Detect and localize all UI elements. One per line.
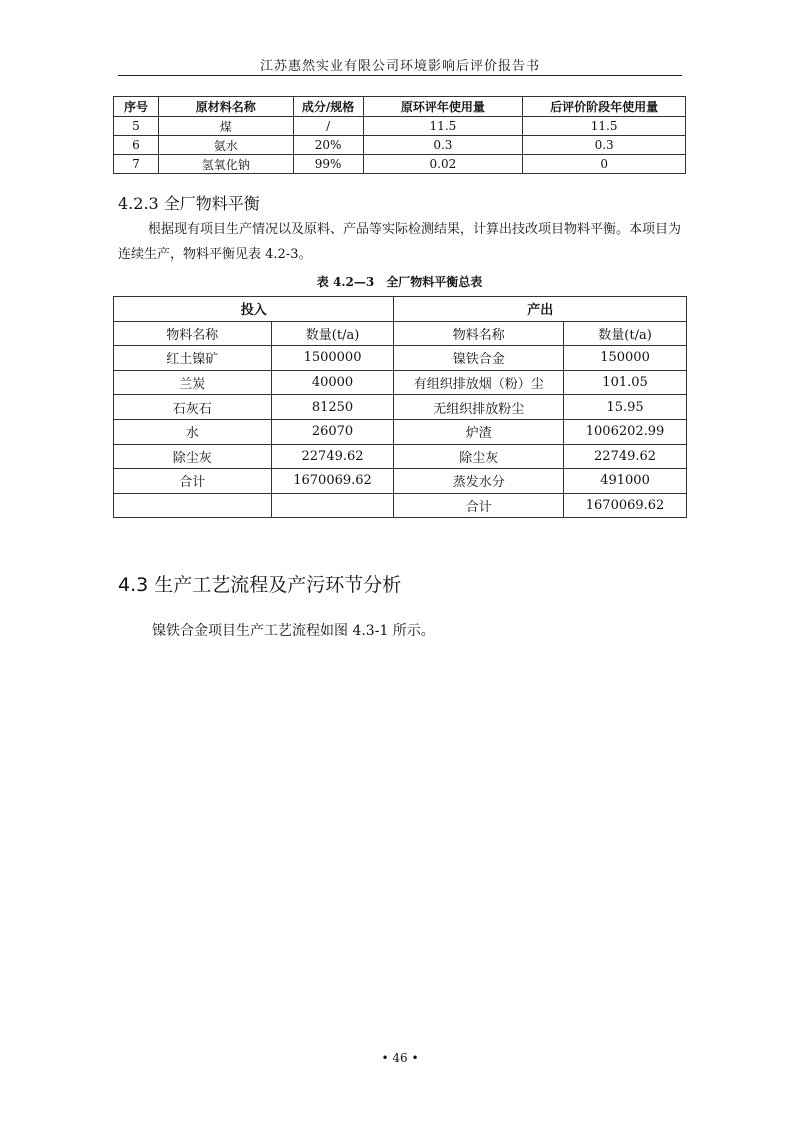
table-row — [114, 117, 686, 136]
table-group-header-row — [114, 297, 687, 322]
table-header-row — [114, 97, 686, 117]
subheader-cell: 物料名称 — [394, 321, 564, 346]
output-group-header: 产出 — [394, 297, 687, 322]
table-cell: 22749.62 — [271, 444, 394, 469]
table-cell: 蒸发水分 — [394, 469, 564, 494]
table-row — [114, 493, 687, 518]
table-cell: 除尘灰 — [114, 444, 272, 469]
document-header-title: 江苏惠然实业有限公司环境影响后评价报告书 — [259, 59, 540, 74]
table-cell: 兰炭 — [114, 370, 272, 395]
table-cell: 11.5 — [363, 117, 523, 136]
table-cell: 水 — [114, 419, 272, 444]
table-cell: 镍铁合金 — [394, 346, 564, 371]
table-cell: 26070 — [271, 419, 394, 444]
table-subheader-row — [114, 321, 687, 346]
header-cell: 原环评年使用量 — [363, 97, 523, 117]
table-cell: 22749.62 — [564, 444, 687, 469]
table-cell: 炉渣 — [394, 419, 564, 444]
table-cell: 合计 — [114, 469, 272, 494]
table-cell: 无组织排放粉尘 — [394, 395, 564, 420]
table-cell: 150000 — [564, 346, 687, 371]
table-cell: 7 — [114, 155, 159, 174]
table-cell: 氨水 — [158, 136, 293, 155]
table-cell: 有组织排放烟（粉）尘 — [394, 370, 564, 395]
section-paragraph-4-3: 镍铁合金项目生产工艺流程如图 4.3-1 所示。 — [152, 623, 435, 639]
table-cell: 0 — [523, 155, 686, 174]
header-rule — [118, 75, 682, 76]
table-row — [114, 155, 686, 174]
table-cell: 81250 — [271, 395, 394, 420]
table-cell: 1670069.62 — [271, 469, 394, 494]
table-cell: 0.3 — [363, 136, 523, 155]
table-row — [114, 395, 687, 420]
table-cell: 40000 — [271, 370, 394, 395]
header-cell: 序号 — [114, 97, 159, 117]
raw-materials-table — [113, 96, 686, 174]
table-cell: 0.02 — [363, 155, 523, 174]
table-row — [114, 370, 687, 395]
table-cell: 0.3 — [523, 136, 686, 155]
table-cell: 煤 — [158, 117, 293, 136]
table-caption: 表 4.2—3 全厂物料平衡总表 — [316, 275, 483, 289]
table-cell: 1006202.99 — [564, 419, 687, 444]
table-cell: 11.5 — [523, 117, 686, 136]
section-heading-4-2-3: 4.2.3 全厂物料平衡 — [118, 194, 260, 213]
page-number: • 46 • — [381, 1051, 419, 1065]
header-cell: 成分/规格 — [293, 97, 363, 117]
table-row — [114, 346, 687, 371]
table-cell: 99% — [293, 155, 363, 174]
input-group-header: 投入 — [114, 297, 394, 322]
table-cell: 491000 — [564, 469, 687, 494]
table-cell: 101.05 — [564, 370, 687, 395]
table-cell: 除尘灰 — [394, 444, 564, 469]
table-cell: 氢氧化钠 — [158, 155, 293, 174]
table-row — [114, 469, 687, 494]
table-row — [114, 136, 686, 155]
table-cell: 石灰石 — [114, 395, 272, 420]
table-cell: 5 — [114, 117, 159, 136]
table-row — [114, 444, 687, 469]
table-row — [114, 419, 687, 444]
table-cell: 红土镍矿 — [114, 346, 272, 371]
section-paragraph-4-2-3: 根据现有项目生产情况以及原料、产品等实际检测结果，计算出技改项目物料平衡。本项目为连续生产，物料平衡见表 4.2-3。 — [118, 222, 682, 262]
material-balance-table — [113, 296, 687, 518]
table-cell: 1670069.62 — [564, 493, 687, 518]
table-cell: / — [293, 117, 363, 136]
subheader-cell: 物料名称 — [114, 321, 272, 346]
section-heading-4-3: 4.3 生产工艺流程及产污环节分析 — [118, 574, 402, 596]
subheader-cell: 数量(t/a) — [271, 321, 394, 346]
table-cell: 1500000 — [271, 346, 394, 371]
header-cell: 原材料名称 — [158, 97, 293, 117]
header-cell: 后评价阶段年使用量 — [523, 97, 686, 117]
subheader-cell: 数量(t/a) — [564, 321, 687, 346]
table-cell — [114, 493, 272, 518]
table-cell: 合计 — [394, 493, 564, 518]
table-cell — [271, 493, 394, 518]
table-cell: 6 — [114, 136, 159, 155]
table-cell: 20% — [293, 136, 363, 155]
table-cell: 15.95 — [564, 395, 687, 420]
